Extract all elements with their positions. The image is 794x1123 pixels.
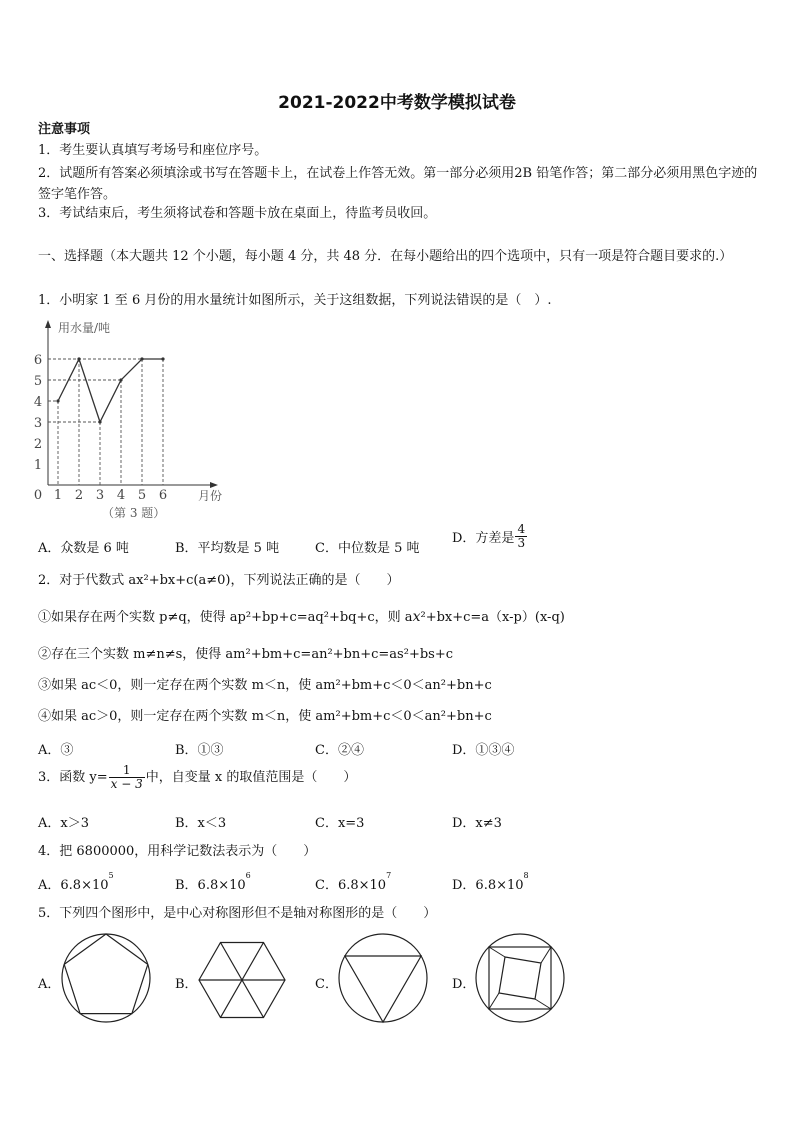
q2-statement-2: ②存在三个实数 m≠n≠s，使得 am²+bm+c=an²+bn+c=as²+bs+c (38, 647, 453, 662)
y-tick-label: 3 (33, 416, 43, 431)
q1-stem: 1．小明家 1 至 6 月份的用水量统计如图所示，关于这组数据，下列说法错误的是（ ）. (38, 293, 552, 308)
q4-option-b-base: B．6.8×10 (175, 878, 246, 893)
figure-hexagon-triangles (197, 940, 287, 1020)
q5-stem: 5．下列四个图形中，是中心对称图形但不是轴对称图形的是（ ） (38, 906, 437, 921)
q3-stem-b: 中，自变量 x 的取值范围是（ ） (145, 770, 357, 785)
y-tick-label: 4 (33, 395, 43, 410)
q3-stem-a: 3．函数 y= (38, 770, 108, 785)
x-axis-arrow (210, 482, 218, 488)
x-tick-label: 0 (33, 488, 43, 503)
q5-option-c-label: C． (315, 977, 338, 992)
q4-option-d-base: D．6.8×10 (452, 878, 524, 893)
x-tick-label: 2 (74, 488, 84, 503)
x-axis-label: 月份 (198, 489, 223, 503)
data-point (56, 399, 59, 402)
data-point (161, 357, 164, 360)
q5-option-b-label: B． (175, 977, 198, 992)
q3-stem (38, 764, 356, 791)
q2-option-d: D．①③④ (452, 743, 515, 758)
water-usage-chart (33, 312, 236, 524)
figure-circle-triangle (337, 932, 429, 1024)
q2-statement-1 (38, 609, 565, 626)
x-tick-label: 6 (158, 488, 168, 503)
x-tick-label: 1 (53, 488, 63, 503)
q4-stem: 4．把 6800000，用科学记数法表示为（ ） (38, 844, 317, 859)
q3-fraction (109, 764, 145, 791)
x-tick-label: 3 (95, 488, 105, 503)
fraction-numerator: 4 (517, 522, 526, 536)
figure-circle-pentagon (60, 932, 152, 1024)
q2-stem: 2．对于代数式 ax²+bx+c(a≠0)，下列说法正确的是（ ） (38, 573, 400, 588)
figure-circle-squares (474, 932, 566, 1024)
notice-heading: 注意事项 (38, 122, 91, 137)
series-line (58, 359, 163, 422)
q1-option-a: A．众数是 6 吨 (38, 541, 129, 556)
q2-s1-var: x (412, 609, 421, 625)
q4-option-c-exp: 7 (386, 871, 392, 880)
q4-option-a-base: A．6.8×10 (38, 878, 109, 893)
y-tick-label: 5 (33, 374, 43, 389)
chart-caption: （第 3 题） (102, 506, 166, 520)
fraction-numerator: 1 (109, 764, 145, 778)
x-tick-label: 5 (137, 488, 147, 503)
q5-option-d-label: D． (452, 977, 476, 992)
q2-option-b: B．①③ (175, 743, 224, 758)
y-axis-label: 用水量/吨 (58, 321, 111, 335)
q3-option-c: C．x=3 (315, 816, 365, 831)
q3-option-a: A．x＞3 (38, 816, 89, 831)
y-axis-arrow (45, 320, 51, 328)
q1-option-d-label: D．方差是 (452, 531, 515, 546)
y-tick-label: 6 (33, 353, 43, 368)
data-point (119, 378, 122, 381)
y-tick-label: 2 (33, 437, 43, 452)
fraction-denominator: 3 (517, 536, 526, 550)
q2-statement-3: ③如果 ac＜0，则一定存在两个实数 m＜n，使 am²+bm+c＜0＜an²+bn+c (38, 678, 492, 693)
q2-option-a: A．③ (38, 743, 74, 758)
q2-statement-4: ④如果 ac＞0，则一定存在两个实数 m＜n，使 am²+bm+c＜0＜an²+bn+c (38, 709, 492, 724)
q5-option-a-label: A． (38, 977, 61, 992)
notice-item-2: 2．试题所有答案必须填涂或书写在答题卡上，在试卷上作答无效。第一部分必须用2B 铅笔作答；第二部分必须用黑色字迹的签字笔作答。 (38, 166, 758, 202)
q4-option-b (175, 871, 251, 893)
q4-option-c-base: C．6.8×10 (315, 878, 387, 893)
q1-option-d-fraction (515, 523, 527, 550)
y-tick-label: 1 (33, 458, 43, 473)
q4-option-d-exp: 8 (523, 871, 529, 880)
q3-option-b: B．x＜3 (175, 816, 227, 831)
data-point (140, 357, 143, 360)
q1-option-c: C．中位数是 5 吨 (315, 541, 420, 556)
q2-s1-part-b: ²+bx+c=a（x-p）(x-q) (420, 610, 565, 625)
page-title: 2021-2022中考数学模拟试卷 (278, 93, 516, 113)
notice-item-1: 1．考生要认真填写考场号和座位序号。 (38, 143, 268, 158)
q4-option-d (452, 871, 529, 893)
section-header: 一、选择题（本大题共 12 个小题，每小题 4 分，共 48 分．在每小题给出的四个选项中，只有一项是符合题目要求的.） (38, 249, 733, 264)
q1-option-b: B．平均数是 5 吨 (175, 541, 280, 556)
q4-option-a-exp: 5 (108, 871, 114, 880)
q1-option-d (452, 523, 528, 550)
q4-option-b-exp: 6 (245, 871, 251, 880)
q4-option-a (38, 871, 114, 893)
notice-item-3: 3．考试结束后，考生须将试卷和答题卡放在桌面上，待监考员收回。 (38, 206, 437, 221)
x-tick-label: 4 (116, 488, 126, 503)
q4-option-c (315, 871, 392, 893)
q3-option-d: D．x≠3 (452, 816, 502, 831)
q2-option-c: C．②④ (315, 743, 364, 758)
data-point (77, 357, 80, 360)
fraction-denominator: x − 3 (110, 777, 143, 791)
q2-s1-part-a: ①如果存在两个实数 p≠q，使得 ap²+bp+c=aq²+bq+c，则 a (38, 610, 413, 625)
data-point (98, 420, 101, 423)
